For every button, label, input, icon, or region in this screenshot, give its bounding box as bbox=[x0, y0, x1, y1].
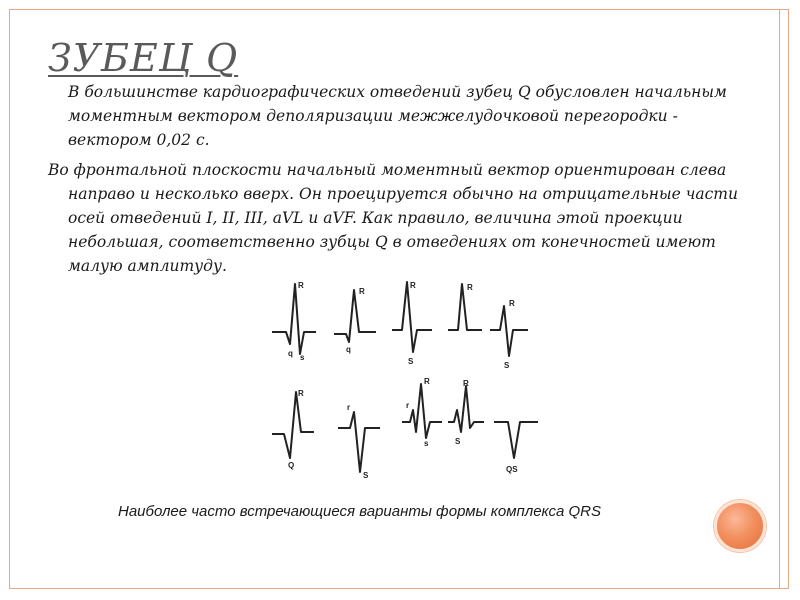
qrs-complex-rS-deep bbox=[338, 403, 380, 480]
label-R: R bbox=[463, 379, 469, 388]
label-Q: Q bbox=[288, 461, 295, 470]
label-R: R bbox=[467, 283, 473, 292]
qrs-complex-qRs bbox=[272, 281, 316, 362]
label-r-small: r bbox=[347, 403, 351, 412]
label-S: S bbox=[504, 361, 510, 370]
label-r: R bbox=[298, 281, 304, 290]
label-q: q bbox=[288, 349, 293, 358]
label-S: S bbox=[408, 357, 414, 366]
qrs-complex-rSR-prime bbox=[448, 379, 484, 446]
qrs-complex-rSR bbox=[402, 377, 442, 448]
qrs-complex-R bbox=[448, 283, 482, 330]
paragraph-frontal-plane-first-line: Во фронтальной плоскости начальный моментный вектор ориентирован слева bbox=[48, 161, 727, 179]
label-s: s bbox=[424, 439, 429, 448]
label-QS: QS bbox=[506, 465, 518, 474]
qrs-variants-figure bbox=[262, 272, 552, 490]
label-s: s bbox=[300, 353, 305, 362]
qrs-complex-RS bbox=[392, 281, 432, 366]
label-r: R bbox=[359, 287, 365, 296]
slide-border-line bbox=[779, 9, 780, 589]
label-R: R bbox=[509, 299, 515, 308]
qrs-complex-rS bbox=[490, 299, 528, 370]
label-R: R bbox=[298, 389, 304, 398]
label-r-small: r bbox=[406, 401, 410, 410]
paragraph-q-wave-origin: В большинстве кардиографических отведений зубец Q обусловлен начальным моментным вектором деполяризации межжелудочковой перегородки - вектором 0,02 с. bbox=[68, 83, 727, 149]
decorative-orb bbox=[714, 500, 766, 552]
paragraph-frontal-plane bbox=[48, 158, 760, 278]
label-R: R bbox=[410, 281, 416, 290]
qrs-complexes-drawing bbox=[262, 272, 552, 490]
slide-title: ЗУБЕЦ Q bbox=[48, 36, 239, 80]
label-S: S bbox=[455, 437, 461, 446]
qrs-complex-qR bbox=[334, 287, 376, 354]
qrs-complex-QS bbox=[494, 422, 538, 474]
paragraph-frontal-plane-rest: направо и несколько вверх. Он проецируется обычно на отрицательные части осей отведений I, II, III, aVL и aVF. Как правило, величина этой проекции небольшая, соответственно зубцы Q в отведениях от конечностей имеют малую амплитуду. bbox=[68, 185, 738, 275]
label-R: R bbox=[424, 377, 430, 386]
label-S: S bbox=[363, 471, 369, 480]
qrs-complex-QR bbox=[272, 389, 314, 470]
label-q: q bbox=[346, 345, 351, 354]
figure-caption: Наиболее часто встречающиеся варианты формы комплекса QRS bbox=[118, 503, 601, 520]
